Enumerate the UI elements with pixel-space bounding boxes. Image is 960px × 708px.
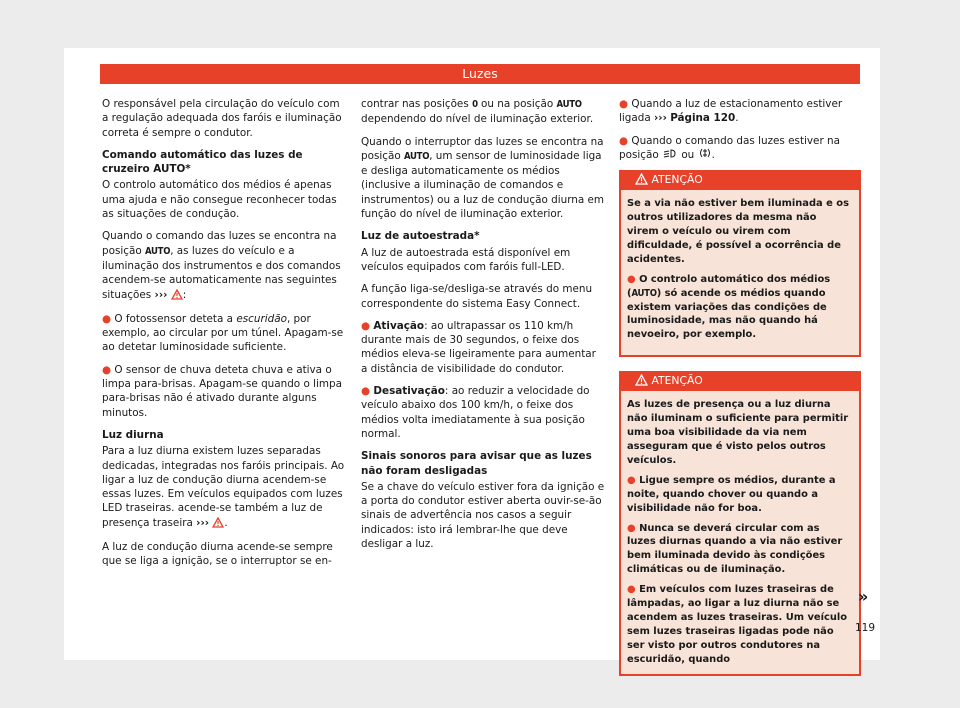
warning-title: ATENÇÃO <box>651 374 703 388</box>
paragraph: As luzes de presença ou a luz diurna não iluminam o suficiente para permitir uma boa visibilidade da via nem asseguram que é visto pelos outros veículos. <box>627 399 849 466</box>
list-item <box>619 134 861 163</box>
cross-ref-arrow[interactable]: ››› <box>654 112 667 125</box>
column-1 <box>102 97 346 577</box>
text: contrar nas posições <box>361 98 469 110</box>
paragraph <box>361 97 605 127</box>
section-header: Luzes <box>100 64 860 84</box>
warning-body <box>621 190 859 355</box>
bullet-icon: ● <box>627 273 636 285</box>
warning-triangle-icon <box>171 289 183 304</box>
text: Quando a luz de estacionamento estiver ligada <box>619 98 843 125</box>
text: . <box>711 148 715 161</box>
text: Em veículos com luzes traseiras de lâmpadas, ao ligar a luz diurna não se acendem as luzes traseiras. Um veículo sem luzes traseiras ligadas pode não ser visto por outros condutores na escuridão, quando <box>627 584 848 665</box>
text: , um sensor de luminosidade liga e desliga automaticamente os médios (inclusive a iluminação de comandos e instrumentos) ou a luz de condução diurna em função do nível de iluminação exterior. <box>361 149 605 221</box>
paragraph: Se a via não estiver bem iluminada e os outros utilizadores da mesma não virem o veículo ou virem com dificuldade, é possível a ocorrência de acidentes. <box>627 198 849 265</box>
text: . <box>224 516 228 529</box>
heading-sound-signals: Sinais sonoros para avisar que as luzes não foram desligadas <box>361 450 592 477</box>
warning-triangle-icon <box>212 517 224 532</box>
warning-header <box>621 170 859 190</box>
list-item <box>361 384 605 441</box>
warning-body <box>621 391 859 673</box>
list-item <box>102 312 346 355</box>
auto-symbol: AUTO <box>404 150 430 162</box>
bullet-icon: ● <box>627 522 636 534</box>
text: : ao ultrapassar os 110 km/h durante mais de 30 segundos, o feixe dos médios eleva-se ligeiramente para aumentar a distância de visibilidade do condutor. <box>361 319 596 375</box>
text: . <box>735 112 739 125</box>
text: ) só acende os médios quando existem variações das condições de luminosidade, mas não quando há nevoeiro, por exemplo. <box>627 287 827 341</box>
paragraph: Se a chave do veículo estiver fora da ignição e a porta do condutor estiver aberta ouvir-se-ão sinais de advertência nos casos a seguir indicados: isto irá lembrar-lhe que deve desligar a luz. <box>361 480 605 551</box>
list-item <box>627 583 851 666</box>
text: O sensor de chuva deteta chuva e ativa o limpa para-brisas. Apagam-se quando o limpa para-brisas não é ativado durante alguns minutos. <box>102 363 342 419</box>
emphasis: escuridão <box>236 312 287 325</box>
warning-header <box>621 371 859 391</box>
text: dependendo do nível de iluminação exterior. <box>361 113 594 126</box>
heading-daylight: Luz diurna <box>102 428 164 441</box>
bullet-icon: ● <box>619 134 629 147</box>
text: : ao reduzir a velocidade do veículo abaixo dos 100 km/h, o feixe dos médios volta imediatamente à sua posição normal. <box>361 385 590 440</box>
zero-symbol: 0 <box>472 99 478 110</box>
low-beam-icon <box>662 149 678 161</box>
column-2 <box>361 97 605 559</box>
warning-triangle-icon <box>635 373 648 393</box>
text: Quando o comando das luzes se encontra na posição <box>102 230 337 257</box>
cross-ref-arrow[interactable]: ››› <box>154 288 168 301</box>
text: ou <box>681 148 695 161</box>
label-activation: Ativação <box>373 319 425 332</box>
text: Quando o comando das luzes estiver na posição <box>619 134 840 161</box>
text: Quando o interruptor das luzes se encontra na posição <box>361 135 604 162</box>
bullet-icon: ● <box>619 98 629 110</box>
list-item <box>619 97 861 126</box>
paragraph: A luz de condução diurna acende-se sempre que se liga a ignição, se o interruptor se en- <box>102 541 333 568</box>
continue-marker: » <box>858 587 869 606</box>
paragraph: O responsável pela circulação do veículo com a regulação adequada dos faróis e iluminação correta é sempre o condutor. <box>102 98 342 139</box>
warning-triangle-icon <box>635 172 648 192</box>
list-item <box>627 273 851 343</box>
page-link[interactable]: Página 120 <box>670 112 736 125</box>
warning-box-1 <box>619 170 861 357</box>
list-item <box>102 363 346 420</box>
paragraph <box>361 135 605 222</box>
bullet-icon: ● <box>102 363 112 376</box>
bullet-icon: ● <box>627 474 636 486</box>
parking-light-icon <box>698 149 712 161</box>
label-deactivation: Desativação <box>373 385 445 398</box>
paragraph <box>102 229 346 303</box>
auto-symbol: AUTO <box>556 99 582 110</box>
text: O controlo automático dos médios ( <box>627 273 831 299</box>
auto-symbol: AUTO <box>631 287 657 299</box>
bullet-icon: ● <box>361 385 371 398</box>
list-item <box>361 319 605 376</box>
text: ou na posição <box>481 98 554 110</box>
heading-auto-control: Comando automático das luzes de cruzeiro AUTO* <box>102 148 303 176</box>
paragraph: O controlo automático dos médios é apenas uma ajuda e não consegue reconhecer todas as situações de condução. <box>102 179 337 221</box>
cross-ref-arrow[interactable]: ››› <box>196 516 210 529</box>
text: : <box>182 288 187 301</box>
bullet-icon: ● <box>627 584 636 596</box>
warning-box-2 <box>619 371 861 675</box>
text: O fotossensor deteta a <box>114 312 237 325</box>
text: Para a luz diurna existem luzes separadas dedicadas, integradas nos faróis principais. Ao ligar a luz de condução diurna acendem-se essas luzes. Em veículos equipados com luzes LED traseiras. acende-se também a luz de presença traseira <box>102 445 345 529</box>
column-3 <box>619 97 861 690</box>
bullet-icon: ● <box>102 312 112 325</box>
paragraph: A luz de autoestrada está disponível em veículos equipados com faróis full-LED. <box>361 246 571 273</box>
bullet-icon: ● <box>361 319 371 332</box>
paragraph: A função liga-se/desliga-se através do menu correspondente do sistema Easy Connect. <box>361 283 593 310</box>
warning-title: ATENÇÃO <box>651 173 703 187</box>
heading-highway-light: Luz de autoestrada* <box>361 230 480 243</box>
paragraph <box>102 444 346 532</box>
text: Ligue sempre os médios, durante a noite, quando chover ou quando a visibilidade não for boa. <box>627 474 836 514</box>
page-number: 119 <box>855 622 876 634</box>
list-item <box>627 474 851 516</box>
text: Nunca se deverá circular com as luzes diurnas quando a via não estiver bem iluminada devido às condições climáticas ou de iluminação. <box>627 522 843 576</box>
auto-symbol: AUTO <box>145 245 171 257</box>
list-item <box>627 522 851 578</box>
text: , por exemplo, ao circular por um túnel. Apagam-se ao detetar luminosidade suficiente. <box>102 312 344 354</box>
text: , as luzes do veículo e a iluminação dos instrumentos e dos comandos acendem-se automaticamente nas seguintes situações <box>102 244 341 301</box>
